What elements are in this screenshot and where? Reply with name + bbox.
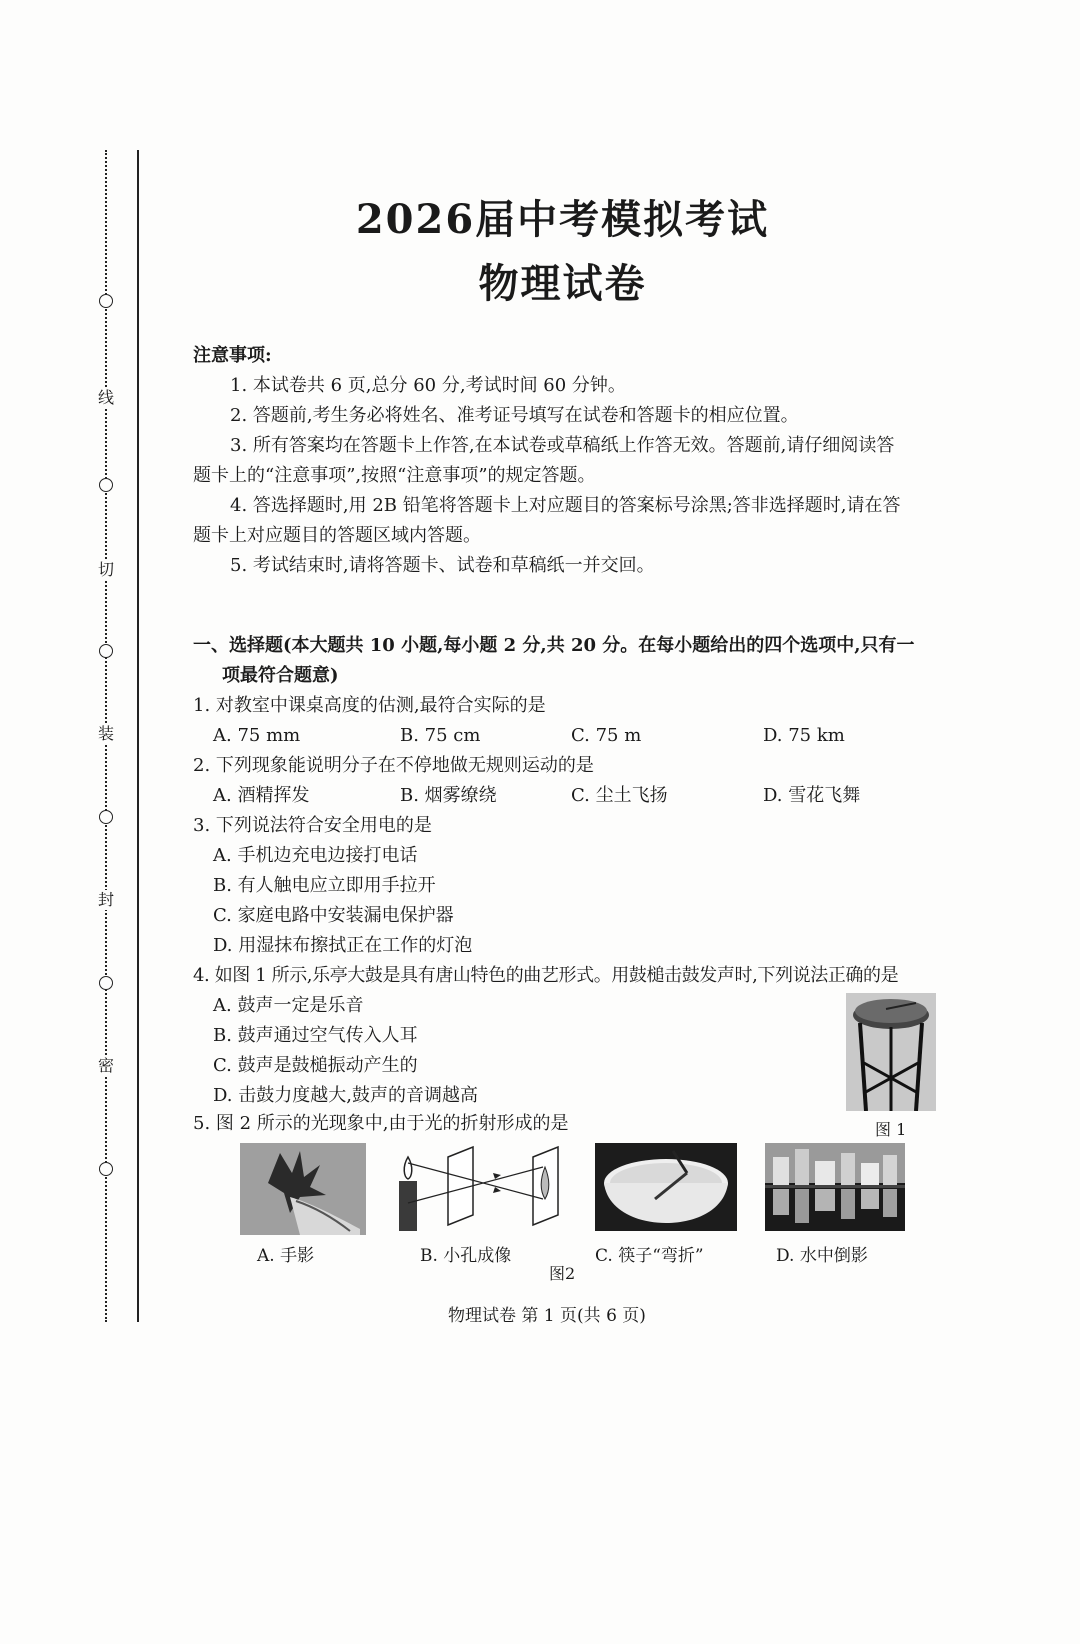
option-a: A. 75 mm bbox=[213, 725, 301, 746]
notice-item: 2. 答题前,考生务必将姓名、准考证号填写在试卷和答题卡的相应位置。 bbox=[230, 405, 799, 426]
section-heading: 项最符合题意) bbox=[222, 665, 339, 686]
question-stem: 5. 图 2 所示的光现象中,由于光的折射形成的是 bbox=[193, 1113, 569, 1134]
option-a: A. 鼓声一定是乐音 bbox=[213, 995, 364, 1016]
option-c: C. 家庭电路中安装漏电保护器 bbox=[213, 905, 454, 926]
question-stem: 3. 下列说法符合安全用电的是 bbox=[193, 815, 432, 836]
figure2b-pinhole-diagram bbox=[393, 1143, 571, 1235]
binding-char: 密 bbox=[95, 1056, 117, 1076]
figure2d-water-reflection-photo bbox=[765, 1143, 905, 1231]
option-b: B. 有人触电应立即用手拉开 bbox=[213, 875, 436, 896]
option-d: D. 击鼓力度越大,鼓声的音调越高 bbox=[213, 1085, 478, 1106]
notice-item: 题卡上的“注意事项”,按照“注意事项”的规定答题。 bbox=[193, 465, 596, 486]
notice-item: 题卡上对应题目的答题区域内答题。 bbox=[193, 525, 481, 546]
option-c: C. 75 m bbox=[571, 725, 642, 746]
notice-item: 5. 考试结束时,请将答题卡、试卷和草稿纸一并交回。 bbox=[230, 555, 655, 576]
binding-circle bbox=[99, 1162, 113, 1176]
binding-circle bbox=[99, 976, 113, 990]
option-d: D. 雪花飞舞 bbox=[763, 785, 861, 806]
option-d: D. 用湿抹布擦拭正在工作的灯泡 bbox=[213, 935, 473, 956]
figure1-caption: 图 1 bbox=[875, 1120, 907, 1139]
option-d: D. 75 km bbox=[763, 725, 845, 746]
page-footer: 物理试卷 第 1 页(共 6 页) bbox=[448, 1306, 646, 1326]
option-c: C. 鼓声是鼓槌振动产生的 bbox=[213, 1055, 418, 1076]
exam-subtitle: 物理试卷 bbox=[478, 260, 647, 307]
binding-circle bbox=[99, 644, 113, 658]
figure2-caption-a: A. 手影 bbox=[257, 1246, 315, 1266]
binding-rule bbox=[137, 150, 139, 1322]
notice-heading: 注意事项: bbox=[193, 345, 272, 366]
question-stem: 2. 下列现象能说明分子在不停地做无规则运动的是 bbox=[193, 755, 594, 776]
notice-item: 4. 答选择题时,用 2B 铅笔将答题卡上对应题目的答案标号涂黑;答非选择题时,请在答 bbox=[230, 495, 901, 516]
binding-char: 封 bbox=[95, 890, 117, 910]
binding-circle bbox=[99, 478, 113, 492]
question-stem: 1. 对教室中课桌高度的估测,最符合实际的是 bbox=[193, 695, 546, 716]
binding-circle bbox=[99, 810, 113, 824]
exam-title: 2026届中考模拟考试 bbox=[355, 196, 770, 243]
notice-item: 1. 本试卷共 6 页,总分 60 分,考试时间 60 分钟。 bbox=[230, 375, 626, 396]
option-a: A. 手机边充电边接打电话 bbox=[213, 845, 418, 866]
option-b: B. 烟雾缭绕 bbox=[400, 785, 497, 806]
notice-item: 3. 所有答案均在答题卡上作答,在本试卷或草稿纸上作答无效。答题前,请仔细阅读答 bbox=[230, 435, 895, 456]
figure2a-hand-shadow-photo bbox=[240, 1143, 366, 1235]
question-stem: 4. 如图 1 所示,乐亭大鼓是具有唐山特色的曲艺形式。用鼓槌击鼓发声时,下列说法正确的是 bbox=[193, 965, 899, 986]
figure2-caption-c: C. 筷子“弯折” bbox=[595, 1246, 704, 1266]
binding-char: 装 bbox=[95, 724, 117, 744]
option-b: B. 75 cm bbox=[400, 725, 481, 746]
binding-char: 切 bbox=[95, 560, 117, 580]
figure2-caption: 图2 bbox=[549, 1264, 576, 1283]
figure2-caption-d: D. 水中倒影 bbox=[776, 1246, 868, 1266]
figure2-caption-b: B. 小孔成像 bbox=[420, 1246, 512, 1266]
figure2c-chopstick-bowl-photo bbox=[595, 1143, 737, 1231]
figure1-drum-photo bbox=[846, 993, 936, 1111]
binding-char: 线 bbox=[95, 388, 117, 408]
option-a: A. 酒精挥发 bbox=[213, 785, 310, 806]
option-c: C. 尘土飞扬 bbox=[571, 785, 668, 806]
option-b: B. 鼓声通过空气传入人耳 bbox=[213, 1025, 418, 1046]
section-heading: 一、选择题(本大题共 10 小题,每小题 2 分,共 20 分。在每小题给出的四个选项中,只有一 bbox=[193, 635, 915, 656]
